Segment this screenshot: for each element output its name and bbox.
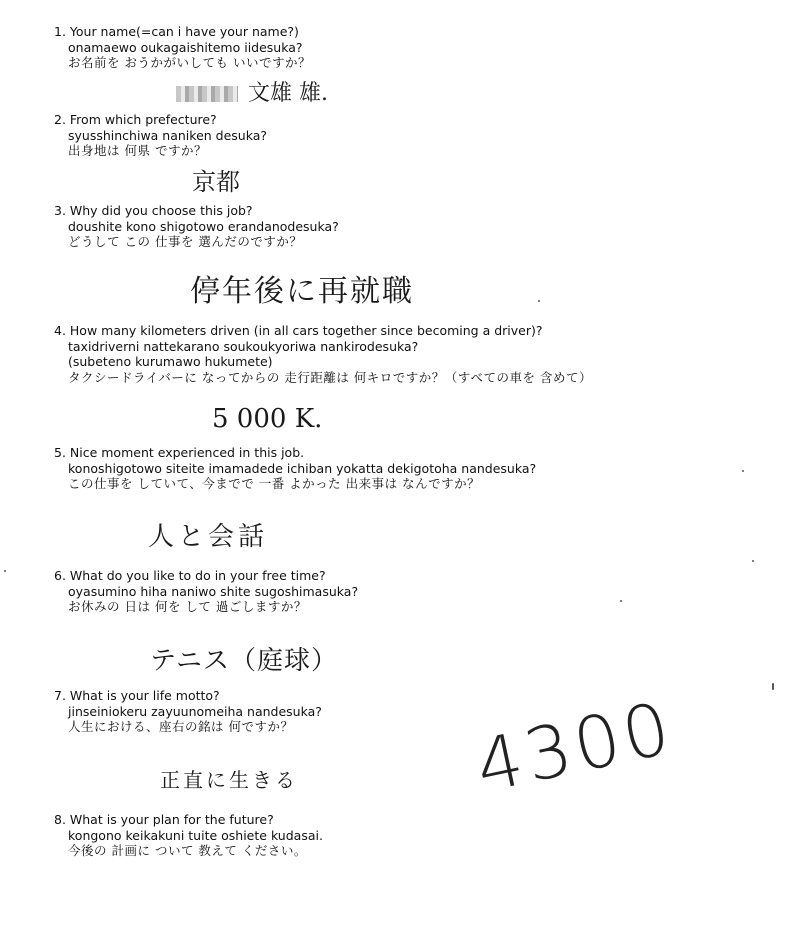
- question-5-romaji: konoshigotowo siteite imamadede ichiban yokatta dekigotoha nandesuka?: [68, 460, 537, 476]
- question-2-japanese: 出身地は 何県 ですか？: [68, 143, 207, 158]
- scan-speck: [752, 560, 754, 562]
- scan-speck: [742, 470, 744, 472]
- question-7-japanese: 人生における、座右の銘は 何ですか？: [68, 719, 294, 734]
- answer-1: 文雄 雄.: [248, 81, 328, 106]
- question-6: [54, 568, 358, 615]
- answer-5: 人と会話: [148, 522, 269, 552]
- question-8-romaji: kongono keikakuni tuite oshiete kudasai.: [68, 827, 323, 843]
- question-3-japanese: どうして この 仕事を 選んだのですか？: [68, 234, 303, 249]
- question-6-english: 6. What do you like to do in your free time?: [54, 568, 326, 583]
- scan-speck: [772, 683, 774, 690]
- question-4: [54, 323, 592, 385]
- question-2-romaji: syusshinchiwa naniken desuka?: [68, 127, 268, 143]
- question-6-romaji: oyasumino hiha naniwo shite sugoshimasuka?: [68, 583, 359, 599]
- redacted-name-blur: [176, 86, 238, 102]
- question-1-japanese: お名前を おうかがいしても いいですか？: [68, 55, 311, 70]
- question-1-romaji: onamaewo oukagaishitemo iidesuka?: [68, 39, 303, 55]
- question-8-japanese: 今後の 計画に ついて 教えて ください。: [68, 843, 307, 858]
- question-8: [54, 812, 323, 859]
- question-4-english: 4. How many kilometers driven (in all cars together since becoming a driver)?: [54, 323, 543, 338]
- scan-speck: [4, 570, 6, 572]
- answer-2: 京都: [192, 168, 240, 196]
- question-4-romaji-note: (subeteno kurumawo hukumete): [68, 354, 273, 369]
- scan-speck: [538, 300, 540, 302]
- handwritten-number: 4300: [468, 685, 681, 809]
- question-5-japanese: この仕事を していて、今までで 一番 よかった 出来事は なんですか？: [68, 476, 481, 491]
- question-8-english: 8. What is your plan for the future?: [54, 812, 274, 827]
- question-1: [54, 24, 311, 71]
- question-3: [54, 203, 339, 250]
- question-3-english: 3. Why did you choose this job?: [54, 203, 253, 218]
- answer-3: 停年後に再就職: [190, 274, 414, 309]
- question-5-english: 5. Nice moment experienced in this job.: [54, 445, 305, 460]
- question-3-romaji: doushite kono shigotowo erandanodesuka?: [68, 218, 339, 234]
- question-7: [54, 688, 322, 735]
- question-7-romaji: jinseiniokeru zayuunomeiha nandesuka?: [68, 703, 322, 719]
- question-1-english: 1. Your name(=can i have your name?): [54, 24, 299, 39]
- answer-6: テニス（庭球）: [150, 646, 338, 676]
- answer-4: 5 000 K.: [212, 404, 323, 434]
- question-2: [54, 112, 267, 159]
- answer-7: 正直に生きる: [160, 768, 298, 792]
- question-4-japanese: タクシードライバーに なってからの 走行距離は 何キロですか？（すべての車を 含めて）: [68, 369, 593, 385]
- question-5: [54, 445, 536, 492]
- scan-speck: [620, 600, 622, 602]
- question-4-romaji: taxidriverni nattekarano soukoukyoriwa nankirodesuka?: [68, 338, 419, 354]
- question-6-japanese: お休みの 日は 何を して 過ごしますか？: [68, 599, 307, 614]
- question-7-english: 7. What is your life motto?: [54, 688, 220, 703]
- question-2-english: 2. From which prefecture?: [54, 112, 217, 127]
